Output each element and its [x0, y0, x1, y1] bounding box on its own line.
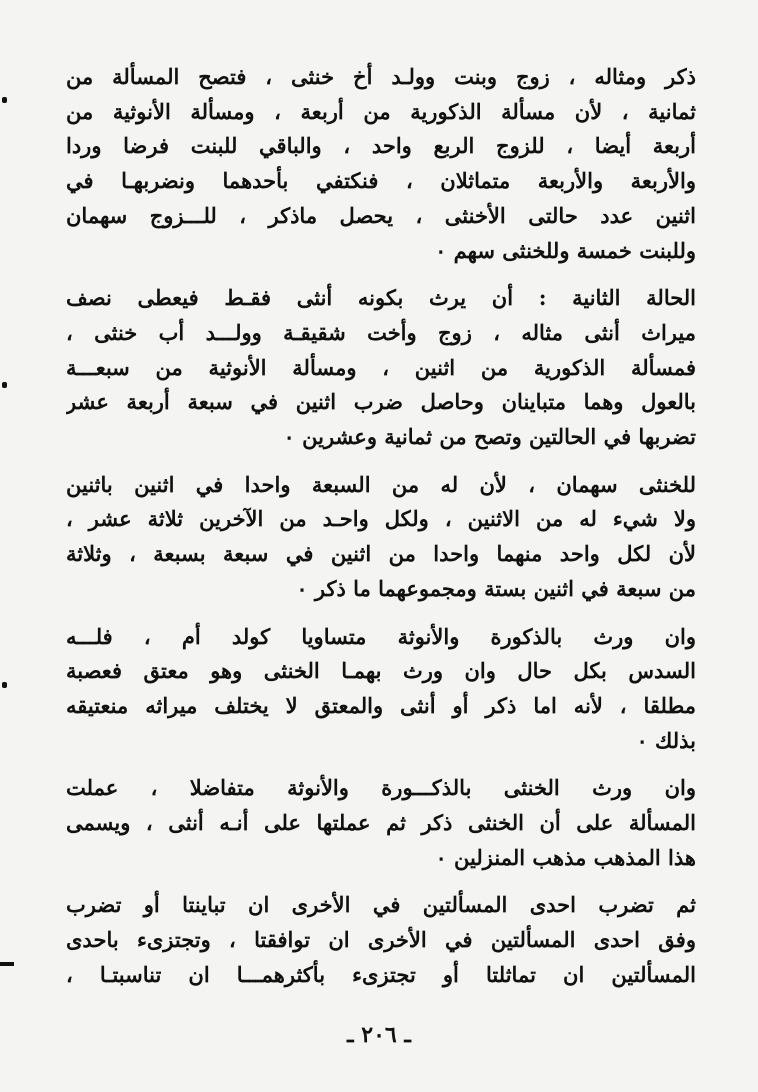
text-line: السدس بكل حال وان ورث بهمـا الخنثى وهو معتق فعصبة [66, 658, 696, 684]
text-line: الحالة الثانية : أن يرث بكونه أنثى فقـط فيعطى نصف [66, 285, 696, 311]
text-line: للخنثى سهمان ، لأن له من السبعة واحدا في اثنين باثنين [66, 471, 696, 497]
text-line: ذكر ومثاله ، زوج وبنت وولـد أخ خنثى ، فتصح المسألة من [66, 64, 696, 89]
text-line: تضربها في الحالتين وتصح من ثمانية وعشرين ٠ [283, 424, 696, 450]
text-line: اثنين عدد حالتى الأخنثى ، يحصل ماذكر ، للـــزوج سهمان [66, 202, 696, 228]
text-line: ميراث أنثى مثاله ، زوج وأخت شقيقـة وولـــد أب خنثى ، [66, 319, 696, 345]
text-line: والأربعة والأربعة متماثلان ، فنكتفي بأحدهما ونضربهـا في [66, 168, 696, 194]
text-line: المسألة على أن الخنثى ذكر ثم عملتها على أنـه أنثى ، ويسمى [66, 810, 696, 836]
paragraph-6 [66, 888, 696, 992]
text-line: المسألتين ان تماثلتا أو تجتزىء بأكثرهمـــا ان تناسبتـا ، [66, 961, 696, 987]
text-line: وللبنت خمسة وللخنثى سهم ٠ [435, 237, 696, 263]
text-line: من سبعة في اثنين بستة ومجموعهما ما ذكر ٠ [296, 575, 696, 601]
margin-mark [2, 97, 7, 103]
paragraph-2 [66, 281, 696, 455]
paragraph-4 [66, 620, 696, 759]
text-line: ثمانية ، لأن مسألة الذكورية من أربعة ، ومسألة الأنوثية من [66, 98, 696, 124]
text-line: أربعة أيضا ، للزوج الربع واحد ، والباقي للبنت فرضا وردا [66, 133, 696, 159]
margin-mark [2, 682, 7, 688]
text-line: بذلك ٠ [636, 727, 696, 753]
paragraph-5 [66, 771, 696, 875]
margin-mark [2, 382, 7, 388]
text-line: هذا المذهب مذهب المنزلين ٠ [435, 844, 696, 870]
paragraph-1 [66, 60, 696, 268]
text-line: ولا شيء له من الاثنين ، ولكل واحـد من الآخرين ثلاثة عشر ، [66, 506, 696, 532]
text-line: ثم تضرب احدى المسألتين في الأخرى ان تباينتا أو تضرب [66, 892, 696, 918]
text-line: لأن لكل واحد منهما واحدا من اثنين في سبعة بسبعة ، وثلاثة [66, 541, 696, 567]
paragraph-3 [66, 468, 696, 607]
page-body [66, 60, 696, 1006]
page-number: ـ ٢٠٦ ـ [347, 1022, 411, 1048]
text-line: مطلقا ، لأنه اما ذكر أو أنثى والمعتق لا يختلف ميراثه منعتيقه [66, 692, 696, 718]
text-line: وفق احدى المسألتين في الأخرى ان توافقتا ، وتجتزىء باحدى [66, 927, 696, 953]
text-line: وان ورث الخنثى بالذكـــورة والأنوثة متفاضلا ، عملت [66, 775, 696, 801]
text-line: وان ورث بالذكورة والأنوثة متساويا كولد أم ، فلـــه [66, 623, 696, 649]
margin-mark [0, 962, 14, 966]
text-line: بالعول وهما متباينان وحاصل ضرب اثنين في سبعة أربعة عشر [66, 389, 696, 415]
text-line: فمسألة الذكورية من اثنين ، ومسألة الأنوثية من سبعـــة [66, 354, 696, 380]
